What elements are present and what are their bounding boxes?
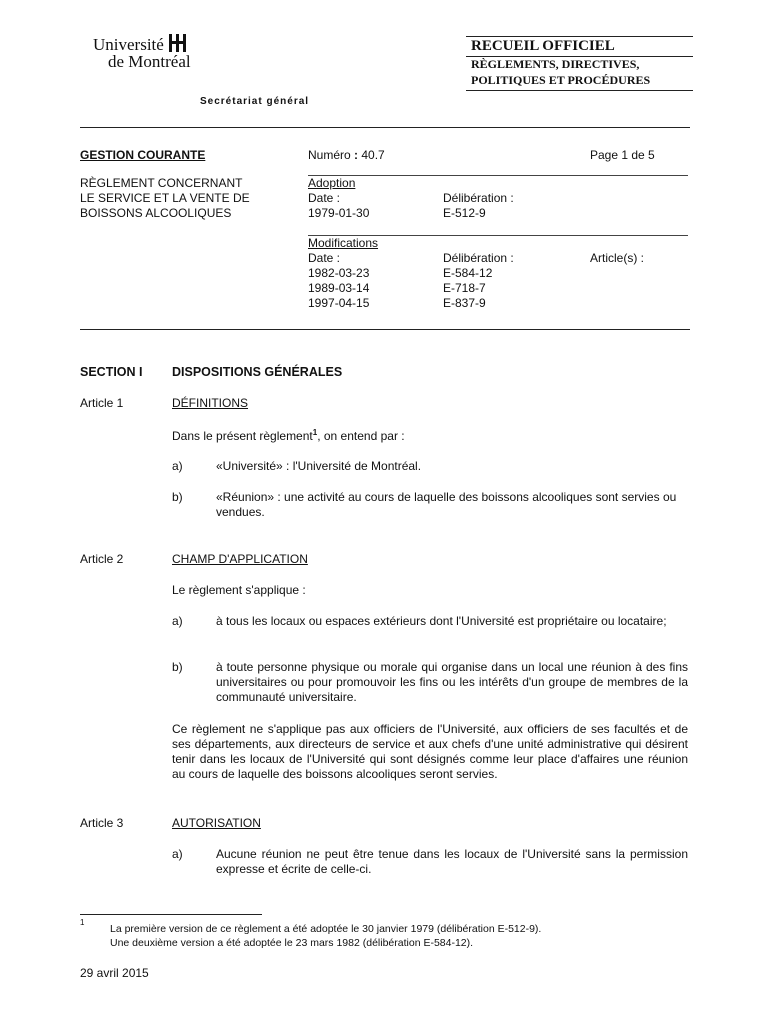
article-1-item-b-letter: b) — [172, 490, 183, 504]
article-2-item-a-letter: a) — [172, 614, 183, 628]
article-3-heading: AUTORISATION — [172, 816, 261, 830]
modifications-label: Modifications — [308, 236, 379, 250]
article-1-intro-text: Dans le présent règlement — [172, 429, 313, 443]
modification-deliberation: E-584-12 — [443, 266, 493, 280]
article-1-intro — [172, 428, 405, 443]
article-3-item-a-letter: a) — [172, 847, 183, 861]
article-2-heading: CHAMP D'APPLICATION — [172, 552, 308, 566]
article-1-item-a-letter: a) — [172, 459, 183, 473]
article-1-item-a-text: «Université» : l'Université de Montréal. — [216, 459, 422, 473]
meta-rule-top — [80, 127, 690, 128]
category-label: GESTION COURANTE — [80, 148, 206, 162]
modification-date: 1989-03-14 — [308, 281, 370, 295]
article-2-item-a-text: à tous les locaux ou espaces extérieurs dont l'Université est propriétaire ou locataire; — [216, 614, 667, 628]
modifications-deliberation-label: Délibération : — [443, 251, 514, 265]
adoption-date-label: Date : — [308, 191, 341, 205]
collection-subtitle-1: RÈGLEMENTS, DIRECTIVES, — [471, 57, 640, 71]
collection-title: RECUEIL OFFICIEL — [471, 38, 615, 54]
numero-label: Numéro — [308, 148, 351, 162]
document-title-line2: LE SERVICE ET LA VENTE DE — [80, 191, 250, 205]
article-1-label: Article 1 — [80, 396, 124, 410]
modification-date: 1997-04-15 — [308, 296, 370, 310]
modification-date: 1982-03-23 — [308, 266, 370, 280]
article-2-item-b-text: à toute personne physique ou morale qui organise dans un local une réunion à des fins universitaires ou pour promouvoir les fins ou les intérêts d'un groupe de membres de la communauté universitaire. — [216, 660, 688, 704]
collection-subtitle-2: POLITIQUES ET PROCÉDURES — [471, 73, 651, 87]
footnote-line-2: Une deuxième version a été adoptée le 23 mars 1982 (délibération E-584-12). — [110, 937, 474, 949]
adoption-deliberation: E-512-9 — [443, 206, 486, 220]
article-2-label: Article 2 — [80, 552, 124, 566]
modifications-articles-label: Article(s) : — [590, 251, 644, 265]
header-rule-bottom — [466, 90, 693, 91]
document-title-line3: BOISSONS ALCOOLIQUES — [80, 206, 232, 220]
footnote-reference[interactable]: 1 — [312, 428, 318, 437]
meta-rule-bottom — [80, 329, 690, 330]
adoption-deliberation-label: Délibération : — [443, 191, 514, 205]
document-title — [80, 176, 250, 221]
adoption-label: Adoption — [308, 176, 356, 190]
meta-rule-adoption — [308, 175, 688, 176]
logo-text-line1: Université — [93, 35, 164, 54]
article-1-intro-end: , on entend par : — [317, 429, 405, 443]
adoption-date: 1979-01-30 — [308, 206, 370, 220]
modification-deliberation: E-837-9 — [443, 296, 486, 310]
article-2-intro: Le règlement s'applique : — [172, 583, 306, 597]
page-indicator: Page 1 de 5 — [590, 148, 655, 162]
footnote-marker: 1 — [80, 918, 85, 927]
article-2-item-b-letter: b) — [172, 660, 183, 674]
footnote-separator — [80, 914, 262, 915]
article-1-item-b-text: «Réunion» : une activité au cours de laquelle des boissons alcooliques sont servies ou vendues. — [216, 490, 677, 519]
numero-separator: : — [350, 148, 362, 162]
article-2-paragraph: Ce règlement ne s'applique pas aux officiers de l'Université, aux officiers de ses facultés et de ses départements, aux directeurs de service et aux chefs d'une unité administrative qui désirent tenir dans les locaux de l'Université qui sont désignés comme leur place d'affaires une réunion au cours de laquelle des boissons alcooliques seront servies. — [172, 722, 688, 781]
numero-value: 40.7 — [361, 148, 385, 162]
logo-emblem-icon — [167, 32, 189, 54]
logo-text-line2: de Montréal — [108, 52, 191, 71]
article-3-label: Article 3 — [80, 816, 124, 830]
numero-field — [308, 148, 385, 162]
document-title-line1: RÈGLEMENT CONCERNANT — [80, 176, 243, 190]
article-1-heading: DÉFINITIONS — [172, 396, 249, 410]
section-title: DISPOSITIONS GÉNÉRALES — [172, 365, 343, 379]
university-logo — [90, 36, 200, 72]
footer-date: 29 avril 2015 — [80, 966, 149, 980]
section-number: SECTION I — [80, 365, 143, 379]
footnote-line-1: La première version de ce règlement a été adoptée le 30 janvier 1979 (délibération E-512-9). — [110, 923, 542, 935]
article-3-item-a-text: Aucune réunion ne peut être tenue dans les locaux de l'Université sans la permission expresse et écrite de celle-ci. — [216, 847, 688, 876]
modifications-date-label: Date : — [308, 251, 341, 265]
secretariat-label: Secrétariat général — [200, 96, 310, 107]
modification-deliberation: E-718-7 — [443, 281, 486, 295]
